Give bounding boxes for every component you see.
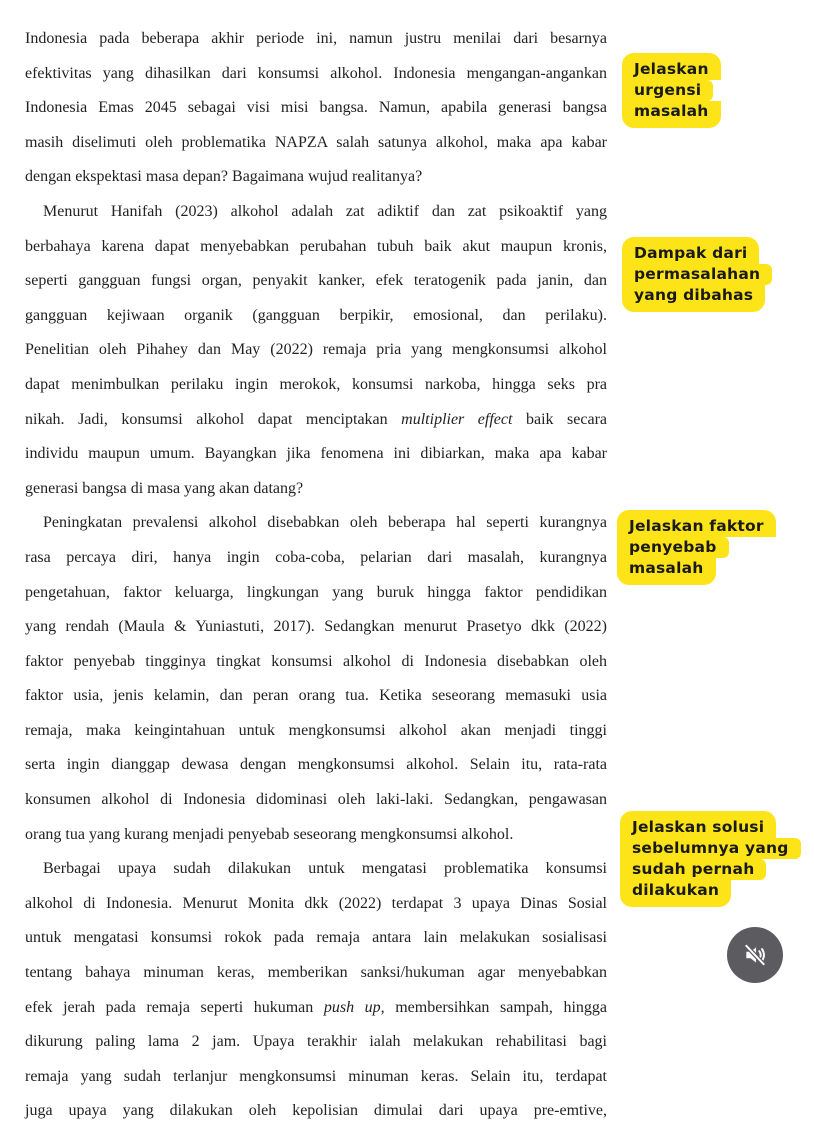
text-line	[25, 403, 607, 438]
text-segment: baik secara	[512, 410, 608, 428]
text-line: individu maupun umum. Bayangkan jika fenomena ini dibiarkan, maka apa kabar	[25, 445, 607, 463]
text-line: yang rendah (Maula & Yuniastuti, 2017). Sedangkan menurut Prasetyo dkk (2022)	[25, 618, 607, 636]
annotation-line: Jelaskan solusi	[620, 811, 776, 838]
text-line: remaja, maka keingintahuan untuk mengkonsumsi alkohol akan menjadi tinggi	[25, 721, 607, 739]
text-line: dikurung paling lama 2 jam. Upaya terakhir ialah melakukan rehabilitasi bagi	[25, 1033, 607, 1051]
text-line: rasa percaya diri, hanya ingin coba-coba, pelarian dari masalah, kurangnya	[25, 548, 607, 566]
annotation-line: urgensi	[622, 80, 713, 101]
annotation-line: yang dibahas	[622, 285, 765, 312]
text-line: Indonesia Emas 2045 sebagai visi misi bangsa. Namun, apabila generasi bangsa	[25, 99, 607, 117]
annotation-line: penyebab	[617, 537, 729, 558]
text-line: masih diselimuti oleh problematika NAPZA salah satunya alkohol, maka apa kabar	[25, 133, 607, 151]
text-line: juga upaya yang dilakukan oleh kepolisian dimulai dari upaya pre-emtive,	[25, 1102, 607, 1120]
text-line: berbahaya karena dapat menyebabkan perubahan tubuh baik akut maupun kronis,	[25, 237, 607, 255]
text-line: seperti gangguan fungsi organ, penyakit kanker, efek teratogenik pada janin, dan	[25, 272, 607, 290]
text-line: pengetahuan, faktor keluarga, lingkungan yang buruk hingga faktor pendidikan	[25, 583, 607, 601]
text-line: efektivitas yang dihasilkan dari konsumsi alkohol. Indonesia mengangan-angankan	[25, 64, 607, 82]
annotation-urgency	[622, 53, 721, 128]
annotation-line: Dampak dari	[622, 237, 759, 264]
text-line: dengan ekspektasi masa depan? Bagaimana wujud realitanya?	[25, 168, 423, 186]
text-line: Indonesia pada beberapa akhir periode ini, namun justru menilai dari besarnya	[25, 30, 607, 47]
text-line: gangguan kejiwaan organik (gangguan berpikir, emosional, dan perilaku).	[25, 306, 607, 324]
text-line: Peningkatan prevalensi alkohol disebabkan oleh beberapa hal seperti kurangnya	[43, 514, 607, 532]
text-line: generasi bangsa di masa yang akan datang?	[25, 479, 304, 497]
text-segment: membersihkan sampah, hingga	[384, 998, 607, 1016]
text-segment: nikah. Jadi, konsumsi alkohol dapat menciptakan	[25, 410, 402, 428]
text-line: faktor penyebab tingginya tingkat konsumsi alkohol di Indonesia disebabkan oleh	[25, 652, 607, 670]
text-line: Penelitian oleh Pihahey dan May (2022) remaja pria yang mengkonsumsi alkohol	[25, 341, 607, 359]
annotation-causes	[617, 510, 776, 585]
text-line: tentang bahaya minuman keras, memberikan sanksi/hukuman agar menyebabkan	[25, 964, 607, 982]
text-line: untuk mengatasi konsumsi rokok pada remaja antara lain melakukan sosialisasi	[25, 929, 607, 947]
text-line: Berbagai upaya sudah dilakukan untuk mengatasi problematika konsumsi	[43, 860, 607, 878]
text-line: faktor usia, jenis kelamin, dan peran orang tua. Ketika seseorang memasuki usia	[25, 687, 607, 705]
annotation-solutions	[620, 811, 801, 907]
annotation-line: sudah pernah	[620, 859, 766, 880]
italic-term: multiplier effect	[401, 410, 513, 428]
text-line: alkohol di Indonesia. Menurut Monita dkk (2022) terdapat 3 upaya Dinas Sosial	[25, 894, 607, 912]
text-line: konsumen alkohol di Indonesia didominasi oleh laki-laki. Sedangkan, pengawasan	[25, 791, 607, 809]
annotation-line: permasalahan	[622, 264, 772, 285]
annotation-line: masalah	[622, 101, 721, 128]
annotation-line: dilakukan	[620, 880, 731, 907]
text-line: serta ingin dianggap dewasa dengan mengkonsumsi alkohol. Selain itu, rata-rata	[25, 756, 607, 774]
annotation-line: Jelaskan	[622, 53, 721, 80]
text-line: Menurut Hanifah (2023) alkohol adalah zat adiktif dan zat psikoaktif yang	[43, 202, 607, 220]
annotation-line: sebelumnya yang	[620, 838, 801, 859]
mute-toggle-button[interactable]	[727, 927, 783, 983]
annotation-line: masalah	[617, 558, 716, 585]
annotation-impact	[622, 237, 772, 312]
annotation-line: Jelaskan faktor	[617, 510, 776, 537]
text-line	[25, 991, 607, 1026]
document-body	[25, 22, 607, 1129]
text-line: dapat menimbulkan perilaku ingin merokok, konsumsi narkoba, hingga seks pra	[25, 375, 607, 393]
speaker-muted-icon	[742, 942, 768, 968]
text-line: remaja yang sudah terlanjur mengkonsumsi minuman keras. Selain itu, terdapat	[25, 1067, 607, 1085]
text-line: orang tua yang kurang menjadi penyebab seseorang mengkonsumsi alkohol.	[25, 825, 514, 843]
italic-term: push up,	[323, 998, 385, 1016]
text-segment: efek jerah pada remaja seperti hukuman	[25, 998, 324, 1016]
